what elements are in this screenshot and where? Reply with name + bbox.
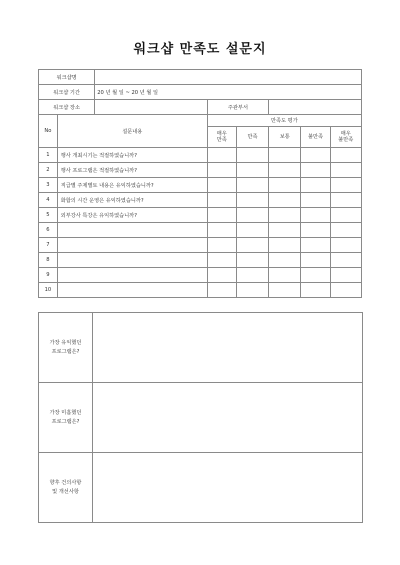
rating-cell[interactable] [301, 268, 330, 283]
workshop-period-field[interactable]: 20 년 월 일 ~ 20 년 월 일 [95, 85, 362, 100]
survey-row [39, 148, 362, 163]
row-number: 7 [39, 238, 58, 253]
feedback-answer-field[interactable] [93, 383, 363, 453]
no-header: No [39, 115, 58, 148]
question-text: 외부강사 특강은 유익하였습니까? [57, 208, 207, 223]
workshop-period-label: 워크샵 기간 [39, 85, 95, 100]
host-department-label: 주관부서 [207, 100, 268, 115]
survey-table [38, 69, 362, 298]
rating-cell[interactable] [301, 253, 330, 268]
rating-cell[interactable] [330, 178, 361, 193]
question-text [57, 238, 207, 253]
rating-cell[interactable] [207, 148, 236, 163]
rating-cell[interactable] [330, 238, 361, 253]
feedback-label: 향후 건의사항 및 개선사항 [39, 453, 93, 523]
rating-cell[interactable] [269, 193, 301, 208]
rating-cell[interactable] [269, 163, 301, 178]
rating-cell[interactable] [330, 283, 361, 298]
rating-cell[interactable] [207, 163, 236, 178]
question-text: 행사 개최시기는 적절하였습니까? [57, 148, 207, 163]
rating-cell[interactable] [269, 148, 301, 163]
row-number: 10 [39, 283, 58, 298]
workshop-name-field[interactable] [95, 70, 362, 85]
rating-cell[interactable] [269, 283, 301, 298]
rating-cell[interactable] [207, 283, 236, 298]
evaluation-header: 만족도 평가 [207, 115, 361, 127]
rating-cell[interactable] [301, 193, 330, 208]
survey-row [39, 283, 362, 298]
rating-cell[interactable] [269, 223, 301, 238]
rating-cell[interactable] [207, 238, 236, 253]
survey-row [39, 163, 362, 178]
rating-cell[interactable] [236, 163, 268, 178]
rating-cell[interactable] [269, 253, 301, 268]
question-text: 직급별 주제별토 내용은 유익하였습니까? [57, 178, 207, 193]
rating-header-4: 불만족 [301, 127, 330, 148]
row-number: 5 [39, 208, 58, 223]
question-text [57, 268, 207, 283]
rating-header-1: 매우 만족 [207, 127, 236, 148]
row-number: 4 [39, 193, 58, 208]
workshop-name-label: 워크샵명 [39, 70, 95, 85]
rating-cell[interactable] [207, 193, 236, 208]
rating-cell[interactable] [207, 223, 236, 238]
row-number: 2 [39, 163, 58, 178]
rating-cell[interactable] [330, 208, 361, 223]
question-text [57, 253, 207, 268]
workshop-place-field[interactable] [95, 100, 207, 115]
feedback-table [38, 312, 363, 523]
question-text: 화합의 시간 운영은 유익하였습니까? [57, 193, 207, 208]
row-number: 9 [39, 268, 58, 283]
rating-cell[interactable] [236, 193, 268, 208]
survey-row [39, 193, 362, 208]
feedback-label: 가장 유익했던 프로그램은? [39, 313, 93, 383]
rating-cell[interactable] [330, 268, 361, 283]
survey-row [39, 253, 362, 268]
rating-cell[interactable] [330, 163, 361, 178]
rating-cell[interactable] [236, 283, 268, 298]
rating-cell[interactable] [207, 253, 236, 268]
rating-cell[interactable] [301, 148, 330, 163]
rating-cell[interactable] [236, 223, 268, 238]
rating-cell[interactable] [269, 208, 301, 223]
rating-cell[interactable] [330, 253, 361, 268]
workshop-place-label: 워크샵 장소 [39, 100, 95, 115]
rating-cell[interactable] [236, 148, 268, 163]
rating-cell[interactable] [236, 238, 268, 253]
feedback-row [39, 453, 363, 523]
feedback-label: 가장 미흡했던 프로그램은? [39, 383, 93, 453]
feedback-answer-field[interactable] [93, 453, 363, 523]
row-number: 3 [39, 178, 58, 193]
survey-row [39, 208, 362, 223]
rating-header-2: 만족 [236, 127, 268, 148]
content-header: 설문내용 [57, 115, 207, 148]
rating-cell[interactable] [301, 163, 330, 178]
rating-cell[interactable] [236, 208, 268, 223]
feedback-row [39, 383, 363, 453]
rating-cell[interactable] [330, 223, 361, 238]
question-text [57, 223, 207, 238]
row-number: 8 [39, 253, 58, 268]
survey-row [39, 178, 362, 193]
rating-cell[interactable] [330, 148, 361, 163]
question-text [57, 283, 207, 298]
rating-header-3: 보통 [269, 127, 301, 148]
rating-cell[interactable] [301, 208, 330, 223]
rating-cell[interactable] [301, 238, 330, 253]
feedback-row [39, 313, 363, 383]
rating-header-5: 매우 불만족 [330, 127, 361, 148]
row-number: 6 [39, 223, 58, 238]
rating-cell[interactable] [301, 283, 330, 298]
page-title: 워크샵 만족도 설문지 [133, 42, 267, 57]
survey-row [39, 238, 362, 253]
rating-cell[interactable] [236, 268, 268, 283]
survey-row [39, 268, 362, 283]
rating-cell[interactable] [207, 178, 236, 193]
feedback-answer-field[interactable] [93, 313, 363, 383]
rating-cell[interactable] [207, 208, 236, 223]
rating-cell[interactable] [269, 268, 301, 283]
rating-cell[interactable] [207, 268, 236, 283]
rating-cell[interactable] [236, 253, 268, 268]
rating-cell[interactable] [236, 178, 268, 193]
rating-cell[interactable] [269, 178, 301, 193]
host-department-field[interactable] [269, 100, 362, 115]
row-number: 1 [39, 148, 58, 163]
rating-cell[interactable] [269, 238, 301, 253]
rating-cell[interactable] [330, 193, 361, 208]
rating-cell[interactable] [301, 223, 330, 238]
question-text: 행사 프로그램은 적절하였습니까? [57, 163, 207, 178]
survey-row [39, 223, 362, 238]
rating-cell[interactable] [301, 178, 330, 193]
